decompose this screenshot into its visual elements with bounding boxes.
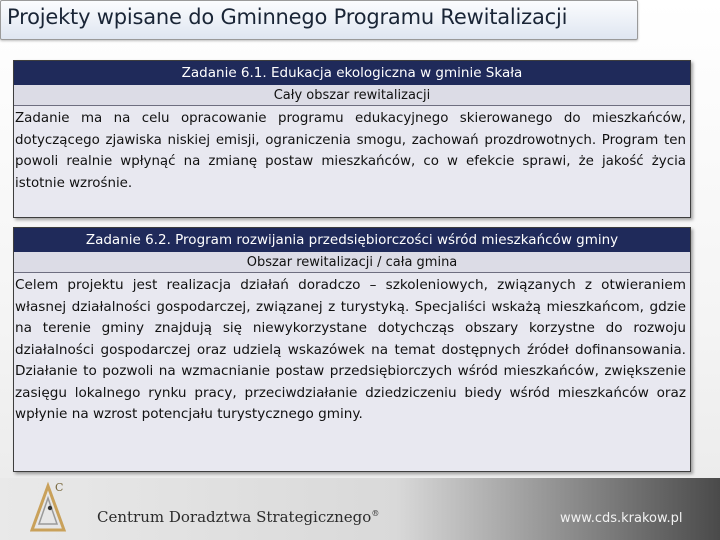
task-description: Celem projektu jest realizacja działań doradczo – szkoleniowych, związanych z otwieraniem własnej działalności gospodarczej, związanej z turystyką. Specjaliści wskażą mieszkańcom, gdzie na terenie gminy znajdują się niewykorzystane dotychcząs obszary korzystne do rozwoju działalności gospodarczej oraz udzielą wskazówek na temat dostępnych źródeł dofinansowania. Działanie to pozwoli na wzmacnianie postaw przedsiębiorczych wśród mieszkańców, zwiększenie zasięgu lokalnego rynku pracy, przeciwdziałanie dziedziczeniu biedy wśród mieszkańców oraz wpłynie na wzrost potencjału turystycznego gminy.	[15, 277, 686, 422]
logo-letter: C	[55, 481, 64, 494]
company-logo-icon	[30, 478, 80, 538]
company-name-text: Centrum Doradztwa Strategicznego	[97, 508, 372, 526]
company-name	[97, 508, 379, 526]
task-description: Zadanie ma na celu opracowanie programu edukacyjnego skierowanego do mieszkańców, dotyczącego zjawiska niskiej emisji, ograniczenia smogu, zachowań prozdrowotnych. Program ten powoli realnie wpłynąć na zmianę postaw mieszkańców, co w efekcie sprawi, że jakość życia istotnie wzrośnie.	[15, 111, 686, 191]
task-card	[13, 60, 691, 218]
task-title: Zadanie 6.2. Program rozwijania przedsiębiorczości wśród mieszkańców gminy	[14, 228, 690, 252]
task-title: Zadanie 6.1. Edukacja ekologiczna w gminie Skała	[14, 61, 690, 85]
page-title: Projekty wpisane do Gminnego Programu Rewitalizacji	[7, 5, 568, 29]
title-banner	[0, 0, 638, 40]
task-scope: Obszar rewitalizacji / cała gmina	[14, 252, 690, 273]
website-link[interactable]: www.cds.krakow.pl	[560, 511, 683, 526]
task-card	[13, 227, 691, 472]
registered-mark: ®	[371, 509, 380, 518]
task-scope: Cały obszar rewitalizacji	[14, 85, 690, 106]
